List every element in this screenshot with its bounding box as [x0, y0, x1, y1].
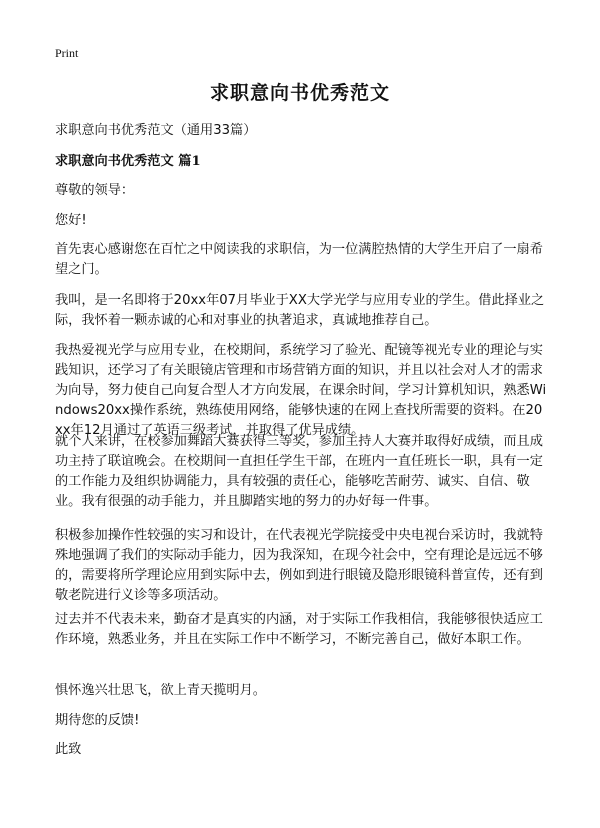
document-subtitle: 求职意向书优秀范文（通用33篇） — [55, 123, 257, 138]
paragraph-intro: 首先衷心感谢您在百忙之中阅读我的求职信，为一位满腔热情的大学生开启了一扇希望之门。 — [55, 242, 543, 277]
print-link[interactable]: Print — [55, 46, 79, 60]
paragraph-quote: 惧怀逸兴壮思飞，欲上青天揽明月。 — [55, 683, 266, 698]
paragraph-self-introduction: 我叫，是一名即将于20xx年07月毕业于XX大学光学与应用专业的学生。借此择业之际，我怀着一颗赤诚的心和对事业的执著追求，真诚地推荐自己。 — [55, 293, 545, 328]
paragraph-personal: 就个人来讲，在校参加舞蹈大赛获得三等奖，参加主持人大赛并取得好成绩，而且成功主持了联谊晚会。在校期间一直担任学生干部，在班内一直任班长一职，具有一定的工作能力及组织协调能力，具有较强的责任心，能够吃苦耐劳、诚实、自信、敬业。我有很强的动手能力，并且脚踏实地的努力的办好每一件事。 — [55, 434, 543, 509]
section-heading: 求职意向书优秀范文 篇1 — [55, 154, 201, 169]
paragraph-practice: 积极参加操作性较强的实习和设计，在代表视光学院接受中央电视台采访时，我就特殊地强调了我们的实际动手能力，因为我深知，在现今社会中，空有理论是远远不够的，需要将所学理论应用到实际中去，例如到进行眼镜及隐形眼镜科普宣传，还有到敬老院进行义诊等多项活动。 — [55, 528, 543, 603]
paragraph-commitment: 过去并不代表未来，勤奋才是真实的内涵，对于实际工作我相信，我能够很快适应工作环境，熟悉业务，并且在实际工作中不断学习，不断完善自己，做好本职工作。 — [55, 612, 543, 647]
paragraph-study: 我热爱视光学与应用专业，在校期间，系统学习了验光、配镜等视光专业的理论与实践知识，还学习了有关眼镜店管理和市场营销方面的知识，并且以社会对人才的需求为向导，努力使自己向复合型人才方向发展，在课余时间，学习计算机知识，熟悉Windows20xx操作系统，熟练使用网络，能够快速的在网上查找所需要的资料。在20xx年12月通过了英语三级考试，并取得了优异成绩。 — [55, 343, 547, 438]
page-title: 求职意向书优秀范文 — [209, 82, 390, 104]
paragraph-feedback: 期待您的反馈! — [55, 713, 140, 728]
greeting-line: 您好! — [55, 213, 87, 228]
salutation: 尊敬的领导： — [55, 183, 135, 198]
paragraph-closing: 此致 — [55, 742, 82, 757]
